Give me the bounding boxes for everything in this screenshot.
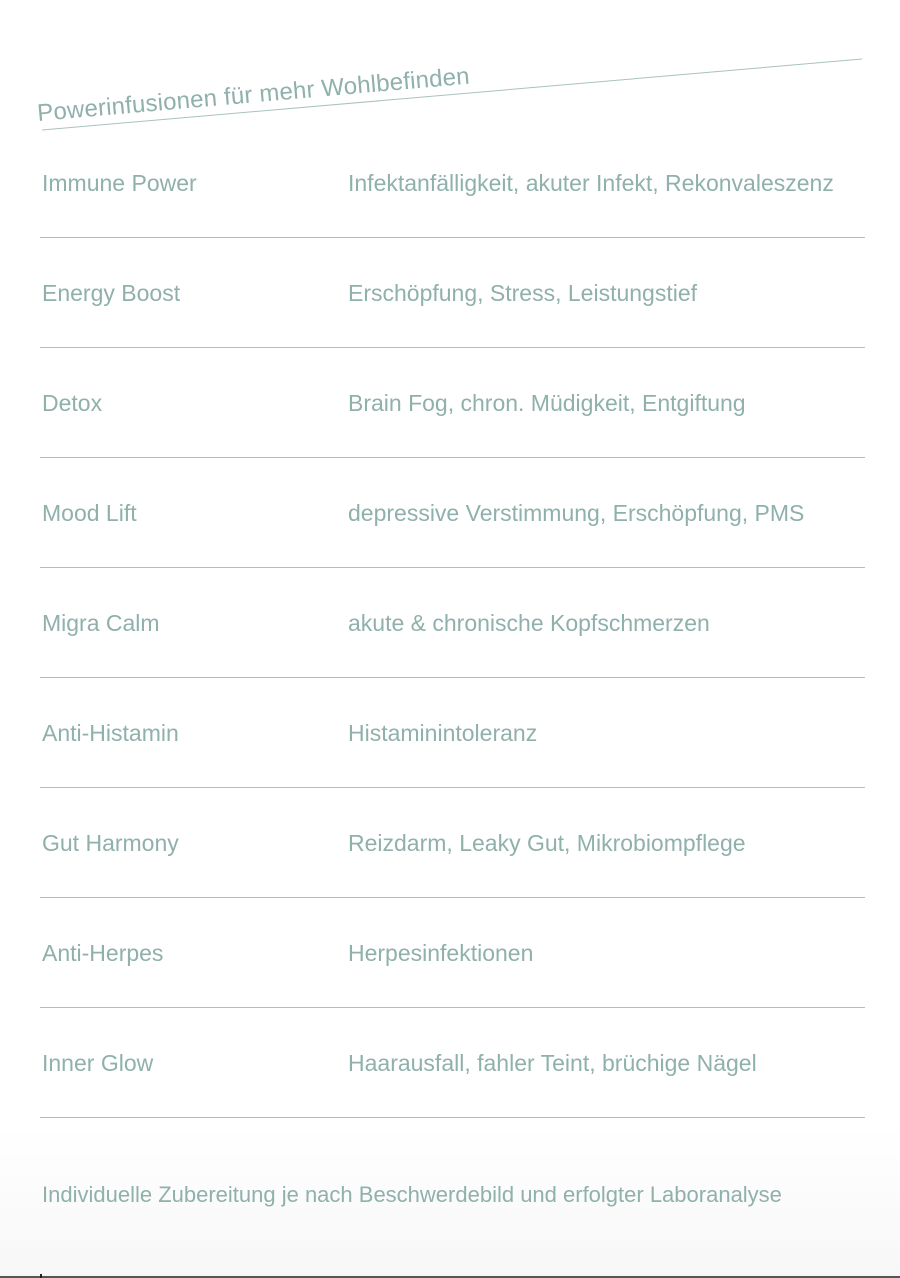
infusion-name: Migra Calm — [42, 610, 160, 636]
infusion-name: Anti-Herpes — [42, 940, 164, 966]
infusion-name: Mood Lift — [42, 500, 137, 526]
table-row — [40, 678, 865, 788]
corner-mark — [40, 1274, 42, 1278]
table-row — [40, 568, 865, 678]
infusion-indication: Herpesinfektionen — [348, 940, 534, 966]
infusion-indication: Brain Fog, chron. Müdigkeit, Entgiftung — [348, 390, 746, 416]
infusion-name: Energy Boost — [42, 280, 181, 306]
table-row — [40, 458, 865, 568]
page-title: Powerinfusionen für mehr Wohlbefinden — [36, 62, 471, 127]
infusion-indication: Infektanfälligkeit, akuter Infekt, Rekonvaleszenz — [348, 170, 834, 196]
infusion-name: Immune Power — [42, 170, 197, 196]
infusion-name: Detox — [42, 390, 103, 416]
page-header — [30, 40, 870, 140]
table-row — [40, 898, 865, 1008]
title-graphic — [30, 40, 870, 140]
infusion-indication: Histaminintoleranz — [348, 720, 538, 746]
infusion-indication: Erschöpfung, Stress, Leistungstief — [348, 280, 698, 306]
infusion-indication: Haarausfall, fahler Teint, brüchige Nägel — [348, 1050, 757, 1076]
table-row — [40, 128, 865, 238]
infusion-indication: akute & chronische Kopfschmerzen — [348, 610, 710, 636]
infusion-indication: Reizdarm, Leaky Gut, Mikrobiompflege — [348, 830, 746, 856]
table-row — [40, 1008, 865, 1118]
table-row — [40, 348, 865, 458]
infusion-name: Anti-Histamin — [42, 720, 179, 746]
infusion-table — [40, 128, 865, 1118]
infusion-name: Inner Glow — [42, 1050, 154, 1076]
table-row — [40, 788, 865, 898]
infusion-indication: depressive Verstimmung, Erschöpfung, PMS — [348, 500, 805, 526]
table-row — [40, 238, 865, 348]
infusion-name: Gut Harmony — [42, 830, 179, 856]
footer-note: Individuelle Zubereitung je nach Beschwerdebild und erfolgter Laboranalyse — [42, 1182, 782, 1207]
